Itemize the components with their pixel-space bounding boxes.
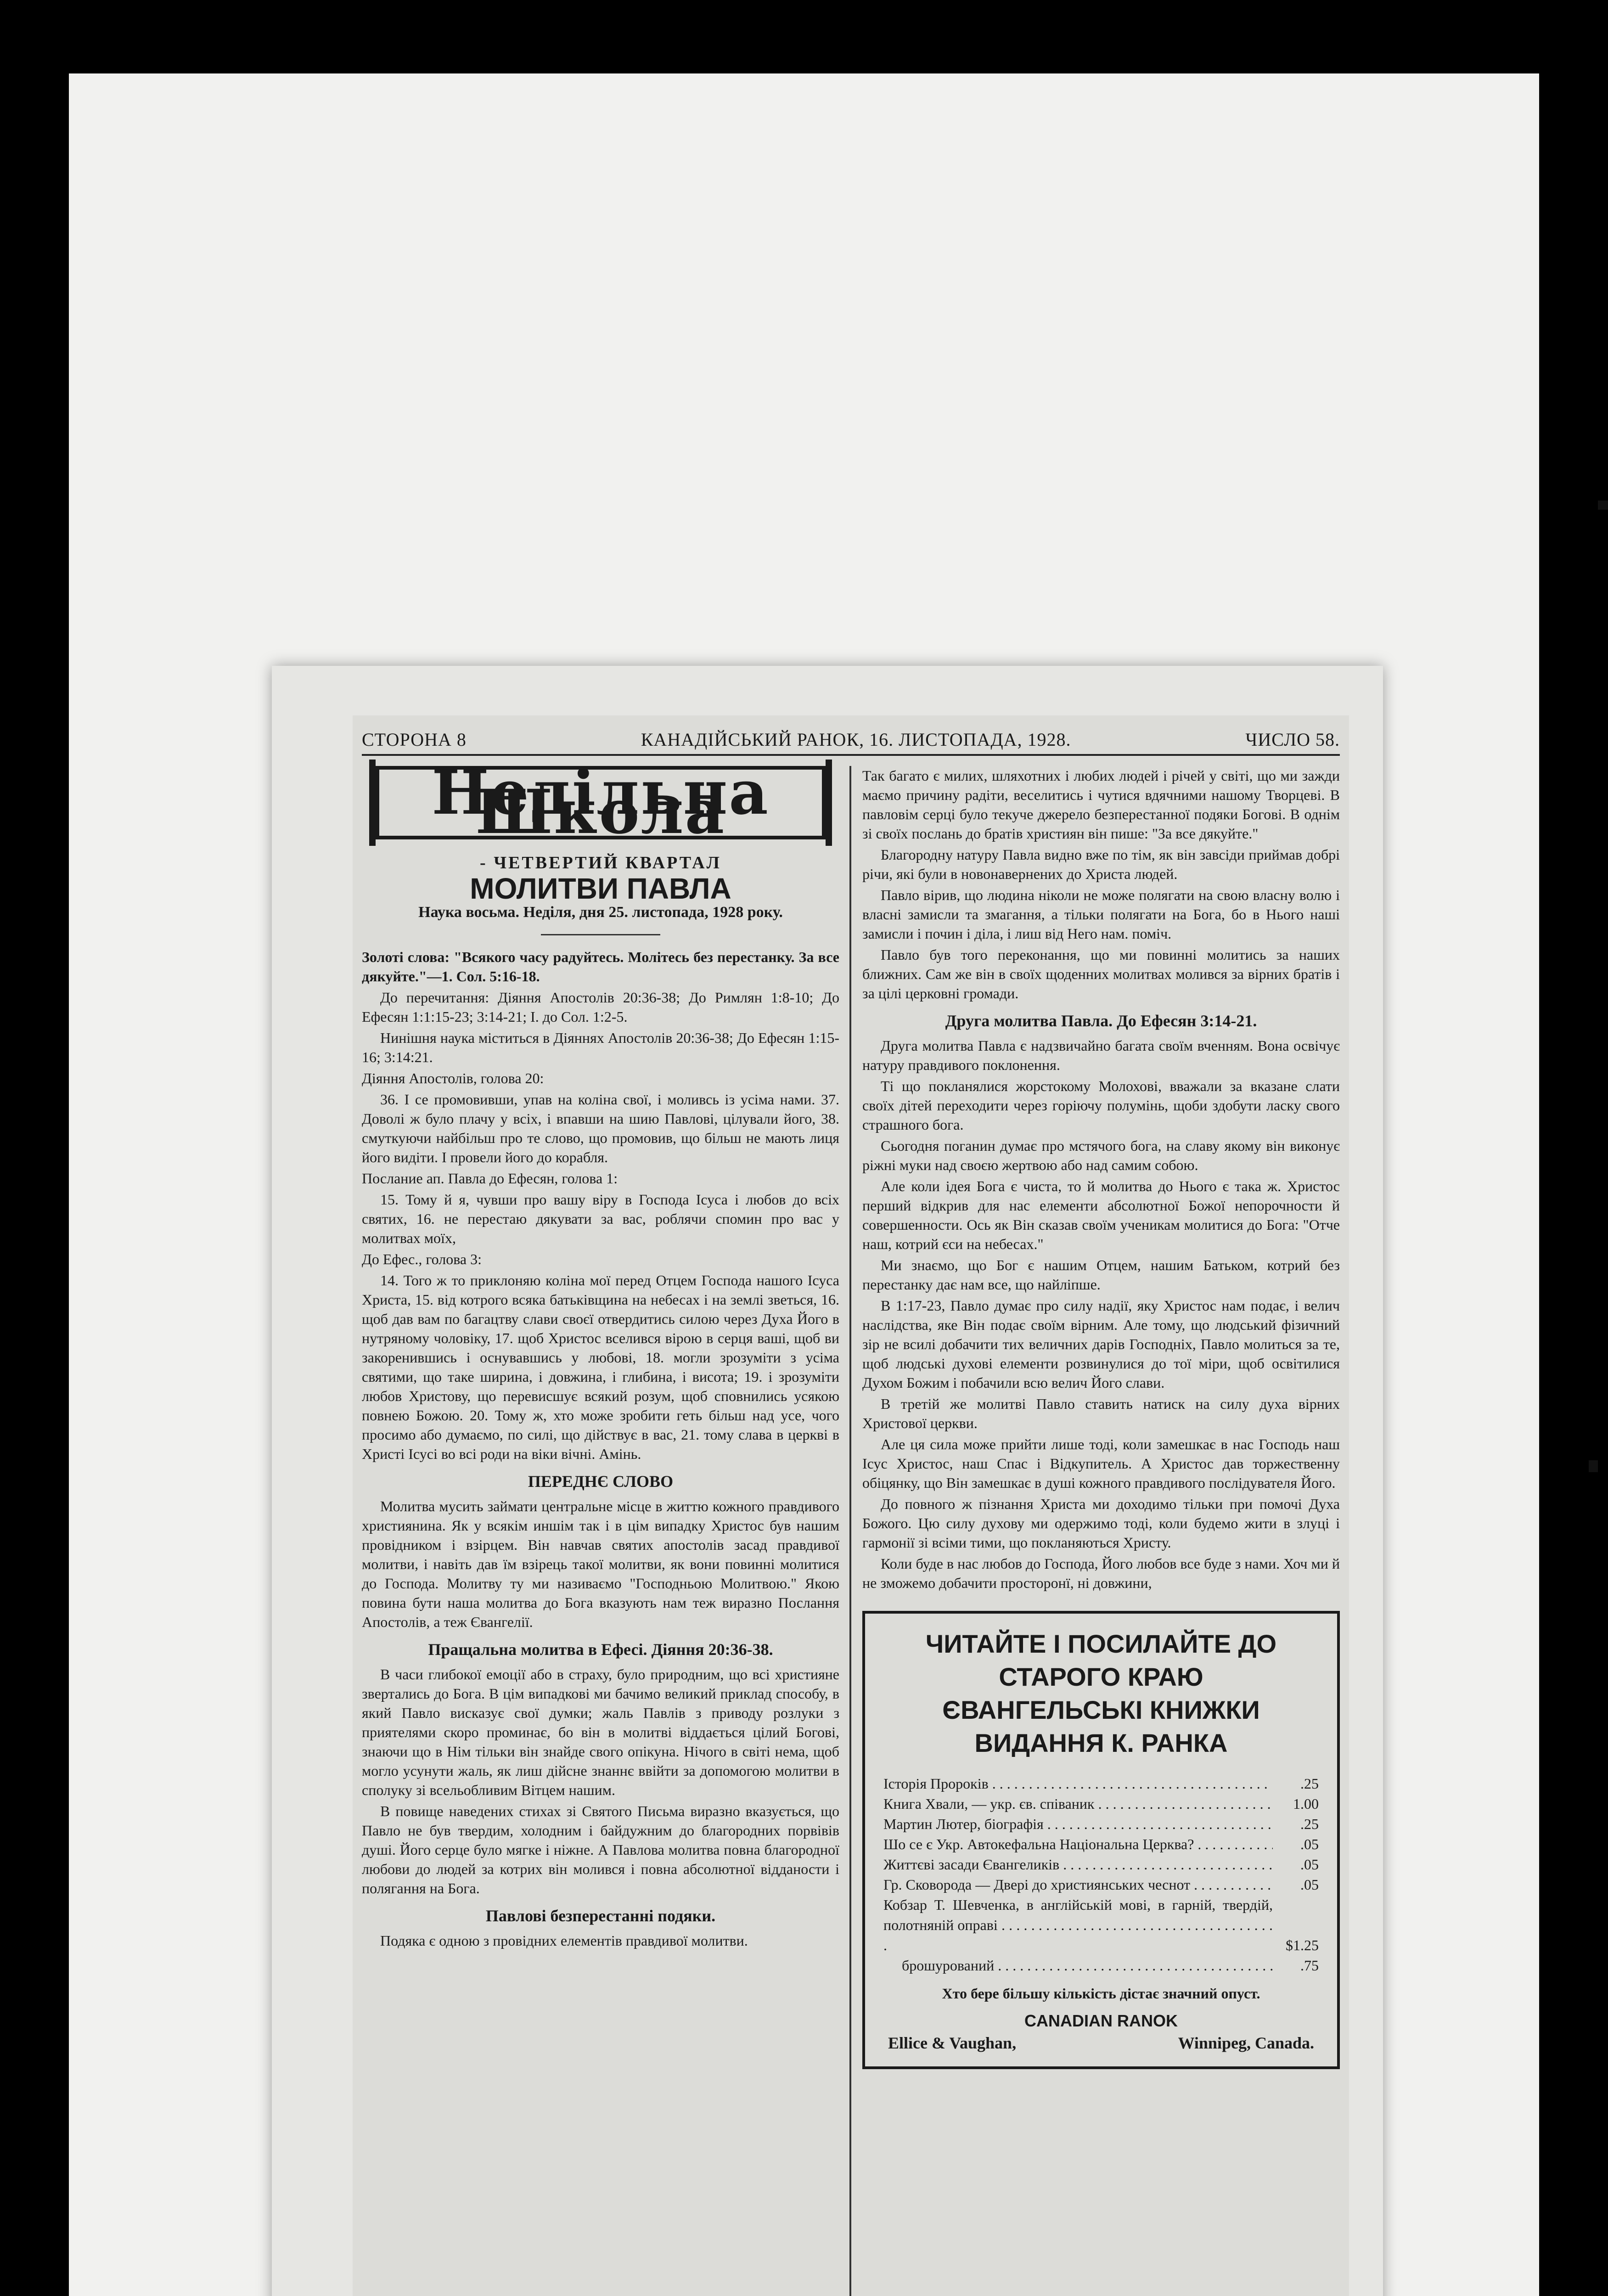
paragraph: Молитва мусить займати центральне місце в життю кожного правдивого християнина. Як у всякім иншім так і в цім випадку Христос був нашим провідником і взірцем. Він навчав святих апостолів засад правдивої молитви, і навіть дав їм взірець такої молитви, як вони повинні молитися до Господа. Молитву ту ми називаємо "Господньою Молитвою." Якою повина бути наша молитва до Бога вказують нам теж виразно Послання Апостолів, а теж Євангелії. [362,1498,839,1630]
book-title: Кобзар Т. Шевченка, в англійській мові, в гарній, твердій, полотняній оправі . . . [883,1895,1273,1955]
paragraph: Але ця сила може прийти лише тоді, коли замешкає в нас Господь наш Ісус Христос, наш Спас і Відкупитель. А Христос дав торжественну обіцянку, що Він замешкає в душі кожного правдивого послідувателя Його. [862,1436,1340,1491]
paragraph: В повище наведених стихах зі Святого Письма виразно вказується, що Павло не був твердим, холодним і байдужним до благородних порвівів душі. Його серце було мягке і ніжне. А Павлова молитва повна благородної любови до людей за котрих він молився і повна абсолютної відданости і полягання на Бога. [362,1803,839,1896]
book-price: $1.25 [1286,1937,1319,1953]
paragraph: Павло вірив, що людина ніколи не може полягати на свою власну волю і власні замисли та змагання, а тільки полягати на Бога, бо в Нього наші замисли і почин і діла, і лиш від Него нам. поміч. [862,887,1340,942]
book-title: Книга Хвали, — укр. єв. співаник . . . [883,1794,1273,1814]
book-title: Життєві засади Євангеликів . . . [883,1854,1273,1874]
book-price: .75 [1300,1957,1319,1974]
section-heading: ПЕРЕДНЄ СЛОВО [528,1472,674,1491]
book-title: Мартин Лютер, біографія . . . [883,1814,1273,1834]
paragraph: В третій же молитві Павло ставить натиск на силу духа вірних Христової церкви. [862,1396,1340,1431]
book-price: .05 [1300,1876,1319,1893]
book-price: .25 [1300,1816,1319,1832]
paragraph: Павло був того переконання, що ми повинні молитись за наших ближних. Сам же він в своїх щоденних молитвах молився за вірних братів і за цілі церковні громади. [862,946,1340,1002]
paragraph: 36. І се промовивши, упав на коліна свої, і моливсь із усіма нами. 37. Доволі ж було плачу у всіх, і впавши на шию Павлові, цілували його, 38. смуткуючи найбільш про те слово, що промовив, що більш не мають лиця його видіти. І провели його до корабля. [362,1091,839,1165]
registration-mark [1598,501,1608,510]
paragraph: Але коли ідея Бога є чиста, то й молитва до Нього є така ж. Христос перший відкрив для нас елементи абсолютної Божої непорочности й совершенности. Ось як Він сказав своїм ученикам молитися до Бога: "Отче наш, котрий єси на небесах." [862,1178,1340,1252]
publisher-address [883,2033,1319,2053]
paragraph: До Ефес., голова 3: [362,1251,482,1267]
paragraph: Так багато є милих, шляхотних і любих людей і річей у світі, що ми зажди маємо причину радіти, веселитись і чутися вдячними нашому Творцеві. В павловім серці було текуче джерело безперестанної подяки Богові. В однім зі своїх послань до братів християн він пише: "За все дякуйте." [862,767,1340,842]
divider-rule [541,934,660,935]
paragraph: До повного ж пізнання Христа ми доходимо тільки при помочі Духа Божого. Цю силу духову ми одержимо тоді, коли будемо жити в злуці і гармонії зі всіми тими, що покланяються Христу. [862,1496,1340,1551]
section-heading: Павлові безперестанні подяки. [485,1907,716,1925]
book-advertisement [862,1611,1340,2069]
book-item [883,1874,1319,1895]
running-header [362,725,1340,756]
book-item [883,1955,1319,1975]
issue-number: ЧИСЛО 58. [1245,729,1340,750]
book-title: Гр. Сковорода — Двері до християнських чеснот . . . [883,1874,1273,1895]
section-heading: Пращальна молитва в Ефесі. Діяння 20:36-38. [428,1640,773,1659]
book-item [883,1794,1319,1814]
book-price: .05 [1300,1856,1319,1873]
book-title: Шо се є Укр. Автокефальна Національна Церква? . . . [883,1834,1273,1854]
right-column [862,766,1340,2069]
paragraph: 15. Тому й я, чувши про вашу віру в Господа Ісуса і любов до всіх святих, 16. не перестаю дякувати за вас, роблячи спомин про вас у молитвах моїх, [362,1191,839,1246]
golden-text: Золоті слова: "Всякого часу радуйтесь. Молітесь без перестанку. За все дякуйте."—1. Сол. 5:16-18. [362,949,839,985]
section-heading: Друга молитва Павла. До Ефесян 3:14-21. [945,1012,1257,1030]
paragraph: В 1:17-23, Павло думає про силу надії, яку Христос нам подає, і велич наслідства, яке Він подає своїм вірним. Але тому, що людський фізичний зір не всилі добачити тих величних дарів Господніх, Павло молиться за те, щоб людські духові елементи розвинулися до тої міри, щоб освітилися Духом Божим і побачили всю велич Його слави. [862,1297,1340,1391]
lesson-title: МОЛИТВИ ПАВЛА [470,872,731,905]
registration-mark [1589,1460,1598,1472]
paragraph: Коли буде в нас любов до Господа, Його любов все буде з нами. Хоч ми й не зможемо добачити просторонї, ні довжини, [862,1555,1340,1591]
paragraph: 14. Того ж то приклоняю коліна мої перед Отцем Господа нашого Ісуса Христа, 15. від котрого всяка батьківщина на небесах і на землі зветься, 16. щоб дав вам по багацтву слави своєї отвердитись силою через Духа Його в нутряному чоловіку, 17. щоб Христос вселився вірою в серця ваші, щоб ви закоренившись і оснувавшись у любові, 18. могли зрозуміти з усіма святими, що таке ширина, і довжина, і глибина, і висота; 19. і зрозуміти любов Христову, що перевисшує всякий розум, щоб сповнились усякою повнею Божою. 20. Тому ж, хто може зробити геть більш над усе, чого просимо або думаємо, по силі, що дійствує в вас, 21. тому слава в церкві в Христі Ісусі во всі роди на віки вічні. Амінь. [362,1272,839,1462]
book-price: .25 [1300,1775,1319,1792]
paragraph: Подяка є одною з провідних елементів правдивої молитви. [380,1932,748,1949]
book-title: брошурований . . . [883,1955,1273,1975]
book-price: 1.00 [1293,1795,1319,1812]
paragraph: Нинішня наука міститься в Діяннях Апостолів 20:36-38; До Ефесян 1:15-16; 3:14:21. [362,1030,839,1065]
paper-title-date: КАНАДІЙСЬКИЙ РАНОК, 16. ЛИСТОПАДА, 1928. [641,729,1071,750]
paragraph: Сьогодня поганин думає про мстячого бога, на славу якому він виконує ріжні муки над своєю жертвою або над самим собою. [862,1137,1340,1173]
newspaper-page [353,715,1349,2296]
book-item [883,1895,1319,1955]
discount-note: Хто бере більшу кількість дістає значний опуст. [942,1985,1260,2002]
paragraph: В часи глибокої емоції або в страху, було природним, що всі християне звертались до Бога. В цім випадкові ми бачимо великий приклад способу, в який Павло висказує свої думки; жаль Павлів з приводу розлуки з приятелями скоро проминає, бо він в молитві віддається цілий Богові, знаючи що в Нім тільки він знайде свого опікуна. Нічого в світі нема, щоб могло усунути жаль, як лиш дійсне знаннє ввійти за допомогою молитви в сполуку зі всельобливим Вітцем нашим. [362,1666,839,1798]
publisher-name: CANADIAN RANOK [1024,2011,1178,2030]
section-masthead: Недільна Школа [376,766,826,839]
address-street: Ellice & Vaughan, [888,2034,1017,2052]
book-item [883,1854,1319,1874]
ad-heading: ЧИТАЙТЕ І ПОСИЛАЙТЕ ДО СТАРОГО КРАЮ [925,1629,1277,1691]
book-item [883,1773,1319,1794]
paragraph: Друга молитва Павла є надзвичайно багата своїм вченням. Вона освічує натуру правдивого поклонення. [862,1037,1340,1073]
book-item [883,1814,1319,1834]
paragraph: Діяння Апостолів, голова 20: [362,1070,544,1086]
paragraph: Ми знаємо, що Бог є нашим Отцем, нашим Батьком, котрий без перестанку дає нам все, що найліпше. [862,1257,1340,1293]
left-column [362,757,839,1952]
paragraph: Послание ап. Павла до Ефесян, голова 1: [362,1170,618,1187]
address-city: Winnipeg, Canada. [1178,2034,1314,2052]
column-divider [849,766,851,2296]
paragraph: До перечитання: Діяння Апостолів 20:36-38; До Римлян 1:8-10; До Ефесян 1:1:15-23; 3:14-21; I. до Сол. 1:2-5. [362,989,839,1025]
book-price-list [883,1773,1319,1975]
ad-heading: ЄВАНГЕЛЬСЬКІ КНИЖКИ ВИДАННЯ К. РАНКА [942,1695,1260,1757]
lesson-subtitle: Наука восьма. Неділя, дня 25. листопада, 1928 року. [418,904,783,921]
paragraph: Благородну натуру Павла видно вже по тім, як він завсіди приймав добрі річи, які були в новонавернених до Христа людей. [862,846,1340,882]
quarter-label: - ЧЕТВЕРТИЙ КВАРТАЛ [480,853,721,872]
book-item [883,1834,1319,1854]
book-title: Історія Пророків . . . [883,1773,1273,1794]
page-number: СТОРОНА 8 [362,729,467,750]
paragraph: Ті що покланялися жорстокому Молохові, вважали за вказане слати своїх дітей переходити через горіючу полумінь, щоби здобути ласку свого страшного бога. [862,1078,1340,1133]
book-price: .05 [1300,1836,1319,1852]
